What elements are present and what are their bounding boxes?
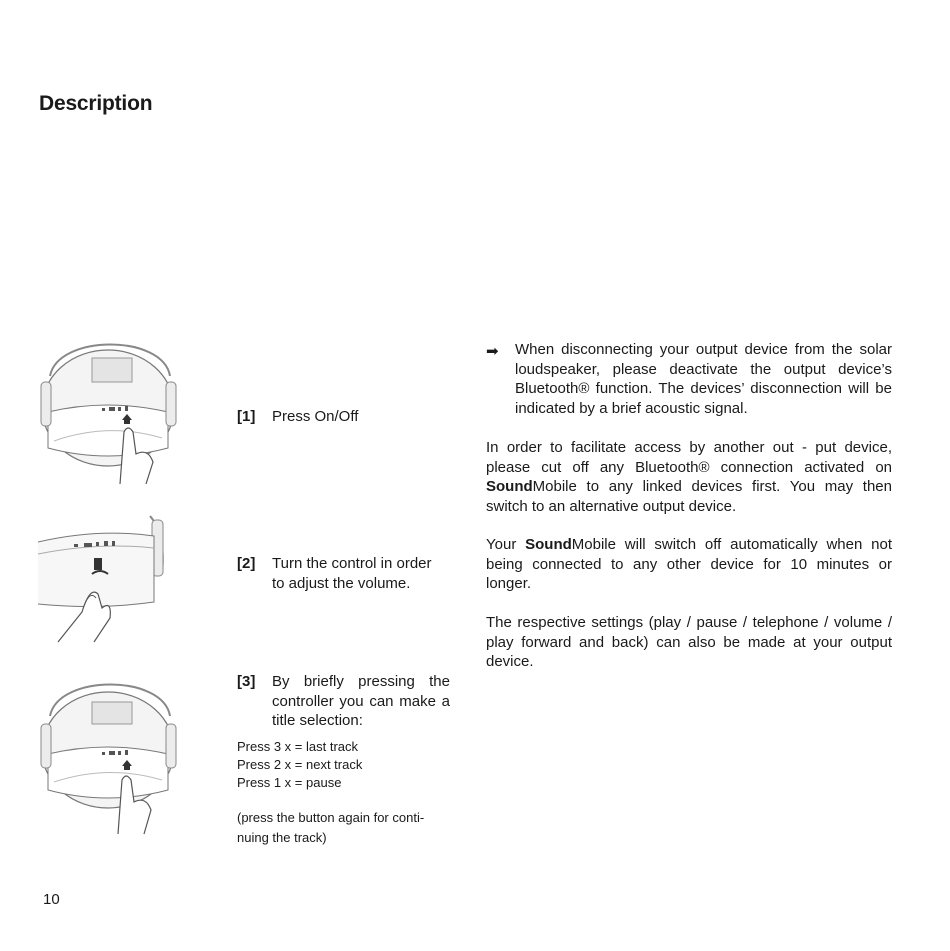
- step-text: Press On/Off: [272, 408, 359, 425]
- track-controls-list: [237, 738, 362, 792]
- controller-press-illustration: [38, 676, 183, 836]
- brand-name: Sound: [525, 536, 572, 553]
- page-number: 10: [43, 891, 60, 908]
- arrow-icon: ➡: [486, 343, 499, 360]
- speaker-press-illustration: [38, 336, 183, 486]
- step-number: [1]: [237, 408, 256, 425]
- step-number: [3]: [237, 673, 256, 690]
- track-note: (press the button again for conti-nuing the track): [237, 810, 425, 845]
- page-title: Description: [39, 92, 153, 115]
- step-text: Turn the control in order to adjust the volume.: [272, 555, 432, 592]
- track-control-item: Press 2 x = next track: [237, 757, 363, 772]
- track-control-item: Press 3 x = last track: [237, 739, 359, 754]
- step-number: [2]: [237, 555, 256, 572]
- brand-name: Sound: [486, 478, 533, 495]
- disconnect-note: When disconnecting your output device from the solar loudspeaker, please deactivate the output device’s Bluetooth® function. The devices’ disconnection will be indicated by a brief acoustic signal.: [515, 341, 892, 417]
- track-control-item: Press 1 x = pause: [237, 775, 342, 790]
- volume-control-illustration: [38, 514, 168, 644]
- paragraph-settings: The respective settings (play / pause / telephone / volume / play forward and back) can also be made at your output device.: [486, 614, 892, 670]
- step-text: By briefly pressing the controller you can make a title selection:: [272, 673, 450, 729]
- paragraph-auto-off: Your SoundMobile will switch off automatically when not being connected to any other device for 10 minutes or longer.: [486, 536, 892, 592]
- paragraph-access: In order to facilitate access by another out - put device, please cut off any Bluetooth® connection activated on SoundMobile to any linked devices first. You may then switch to an alternative output device.: [486, 439, 892, 515]
